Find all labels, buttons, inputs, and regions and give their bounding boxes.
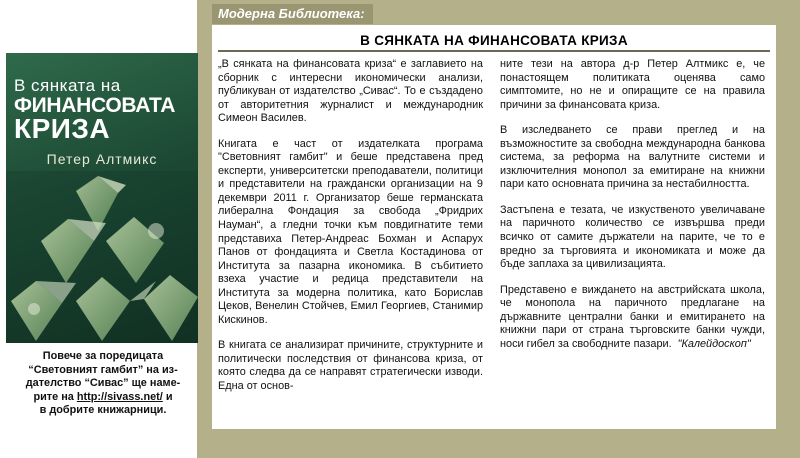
paragraph-text: Представено е виждането на австрийската школа, че монопола на паричното предлагане на държавните централни банки и емитирането на книжни пари от страна търговските банки чужди, носи гибел за свободните пазари. [500, 283, 765, 350]
source-signature: "Калейдоскоп" [677, 337, 751, 350]
caption-line [18, 391, 188, 405]
caption-line: дателство “Сивас” ще наме- [25, 377, 181, 389]
banknote-house-of-cards-icon [6, 171, 198, 343]
caption-line: в добрите книжарници. [39, 404, 167, 416]
article-headline: В СЯНКАТА НА ФИНАНСОВАТА КРИЗА [360, 33, 628, 48]
rubric-label: Модерна Библиотека: [212, 4, 373, 24]
article-column-right [500, 58, 765, 363]
caption-line: Повече за поредицата [42, 350, 164, 362]
book-cover [6, 53, 198, 343]
caption-text: рите на [33, 390, 77, 403]
headline-divider [218, 50, 770, 52]
cover-author: Петер Алтмикс [46, 151, 158, 167]
article-body [212, 25, 776, 429]
article-column-left [218, 58, 483, 406]
cover-title-line: ФИНАНСОВАТА [14, 94, 176, 117]
caption-line: “Световният гамбит” на из- [28, 363, 178, 376]
book-caption [18, 350, 188, 418]
paragraph: Застъпена е тезата, че изкуственото увеличаване на паричното количество се извършва преди всичко от самите държатели на парите, че то е вредно за търговията и икономиката и може да бъде заплаха за цивилизацията. [500, 203, 765, 271]
paragraph: В изследването се прави преглед и на възможностите за свободна международна банкова система, за реформа на валутните системи и изключителния монопол за емитиране на книжни пари като основната причина за нестабилността. [500, 124, 765, 191]
cover-title-line: КРИЗА [14, 113, 111, 144]
paragraph: ните тези на автора д-р Петер Алтмикс е, че понастоящем политиката оценява само симптомите, но не и опиращите се на правила причини за финансовата криза. [500, 58, 765, 111]
paragraph: В книгата се анализират причините, структурните и политически последствия от финансова криза, от която следва да се направят стратегически изводи. Една от основ- [218, 339, 483, 393]
caption-text: и [162, 390, 173, 403]
paragraph: „В сянката на финансовата криза“ е заглавието на сборник с интересни икономически анализи, публикуван от издателство „Сивас“. То е създадено от авторитетния журналист и международник Симеон Василев. [218, 58, 483, 125]
paragraph-final [500, 284, 765, 352]
paragraph: Книгата е част от издателката програма "Световният гамбит" и беше представена пред експерти, университетски преподаватели, политици и представители на граждански организации на 9 декември 2011 г. Организатор беше германската либерална Фондация за свобода „Фридрих Науман“, а гледни точки към повдигнатите теми представиха Петер-Андреас Бохман и Аспарух Панов от фондацията и Светла Костадинова от Института за пазарна икономика. В събитието взеха участие и редица представители на Института за модерна политика, като Борислав Цеков, Венелин Стойчев, Емил Георгиев, Станимир Кискинов. [218, 137, 483, 326]
sivass-link[interactable]: http://sivass.net/ [76, 390, 163, 403]
cover-title-line: В сянката на [14, 76, 121, 95]
